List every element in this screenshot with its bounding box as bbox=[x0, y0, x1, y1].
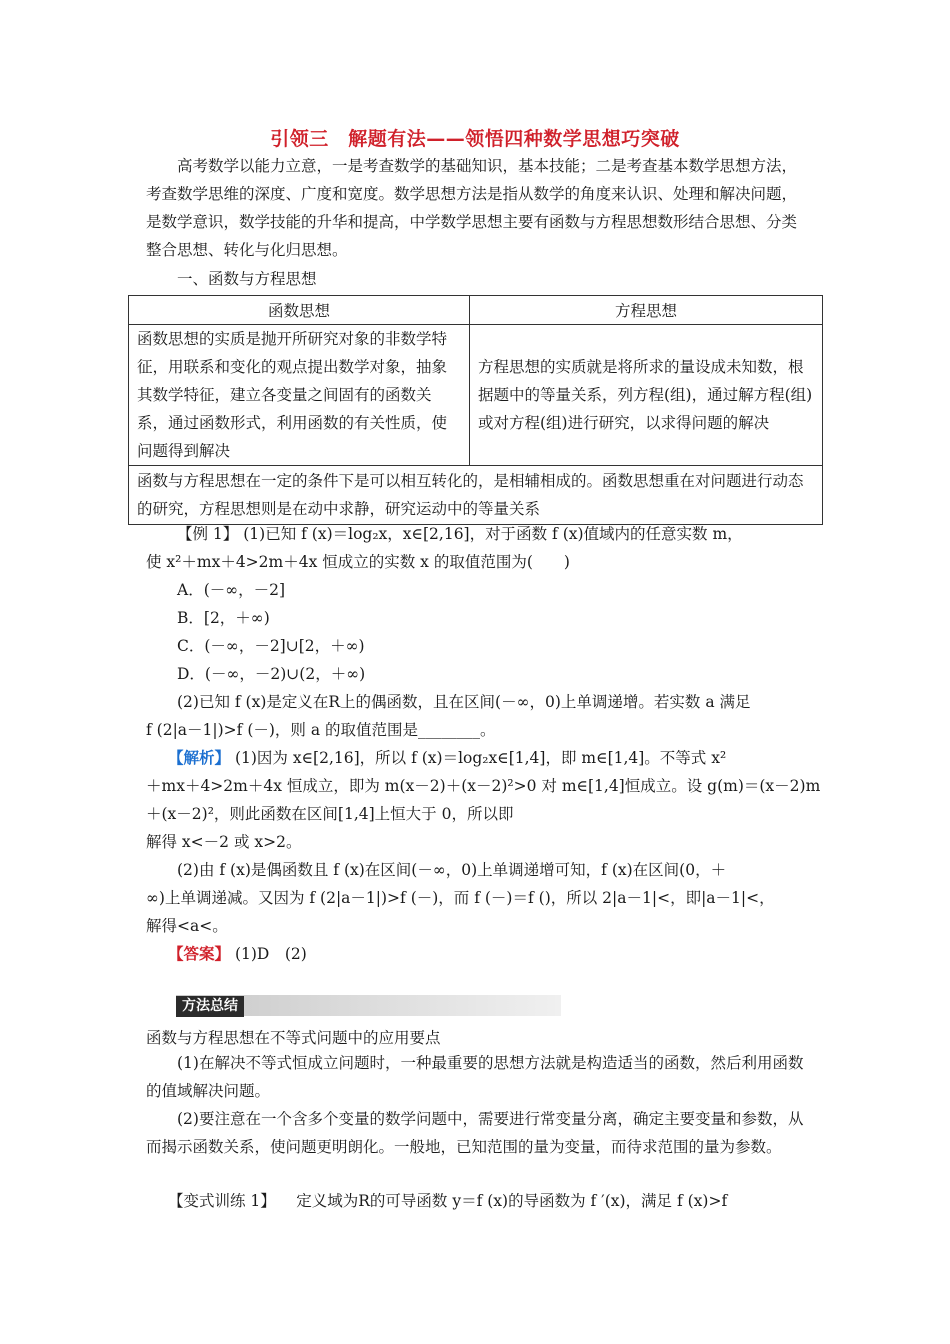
section-heading: 一、函数与方程思想 bbox=[177, 270, 317, 288]
table-header-equation: 方程思想 bbox=[470, 296, 823, 325]
answer-line bbox=[168, 942, 307, 964]
option-b: B．[2，＋∞) bbox=[177, 609, 270, 627]
answer-text: (1)D (2) bbox=[234, 945, 307, 963]
example-q2-line-2: f (2|a－1|)>f (－)，则 a 的取值范围是________。 bbox=[146, 721, 496, 739]
method-point-1: (1)在解决不等式恒成立问题时，一种最重要的思想方法就是构造适当的函数，然后利用函数的值域解决问题。 bbox=[146, 1054, 804, 1100]
method-summary-label: 方法总结 bbox=[176, 996, 244, 1017]
example-tag: 【例 1】 bbox=[177, 525, 239, 543]
option-d: D．(－∞，－2)∪(2，＋∞) bbox=[177, 665, 366, 683]
solution-line-7: 解得<a<。 bbox=[146, 917, 228, 935]
solution-line-6: ∞)上单调递减。又因为 f (2|a－1|)>f (－)，而 f (－)＝f ()，所以 2|a－1|<，即|a－1|<， bbox=[146, 889, 775, 907]
intro-paragraph: 高考数学以能力立意，一是考查数学的基础知识，基本技能；二是考查基本数学思想方法，考查数学思维的深度、广度和宽度。数学思想方法是指从数学的角度来认识、处理和解决问题，是数学意识，数学技能的升华和提高，中学数学思想主要有函数与方程思想数形结合思想、分类整合思想、转化与化归思想。 bbox=[146, 157, 798, 259]
comparison-table bbox=[128, 295, 823, 525]
solution-line-1 bbox=[168, 746, 726, 768]
function-thought-cell: 函数思想的实质是抛开所研究对象的非数学特征，用联系和变化的观点提出数学对象，抽象其数学特征，建立各变量之间固有的函数关系，通过函数形式，利用函数的有关性质，使问题得到解决 bbox=[129, 325, 470, 466]
variant-text: 定义域为R的可导函数 y＝f (x)的导函数为 f ′(x)，满足 f (x)>f bbox=[280, 1192, 728, 1210]
solution-text-1: (1)因为 x∈[2,16]，所以 f (x)＝log₂x∈[1,4]，即 m∈[1,4]。不等式 x² bbox=[234, 749, 727, 767]
example-q2-line-1: (2)已知 f (x)是定义在R上的偶函数，且在区间(－∞，0)上单调递增。若实数 a 满足 bbox=[177, 693, 751, 711]
solution-line-3: ＋(x－2)²，则此函数在区间[1,4]上恒大于 0，所以即 bbox=[146, 805, 514, 823]
solution-tag: 【解析】 bbox=[168, 749, 231, 767]
solution-line-5: (2)由 f (x)是偶函数且 f (x)在区间(－∞，0)上单调递增可知，f (x)在区间(0，＋ bbox=[177, 861, 727, 879]
solution-line-4: 解得 x<－2 或 x>2。 bbox=[146, 833, 302, 851]
option-c: C．(－∞，－2]∪[2，＋∞) bbox=[177, 637, 365, 655]
example-line-1 bbox=[177, 522, 743, 544]
method-point-2: (2)要注意在一个含多个变量的数学问题中，需要进行常变量分离，确定主要变量和参数，从而揭示函数关系，使问题更明朗化。一般地，已知范围的量为变量，而待求范围的量为参数。 bbox=[146, 1110, 804, 1156]
method-heading: 函数与方程思想在不等式问题中的应用要点 bbox=[146, 1029, 441, 1047]
answer-tag: 【答案】 bbox=[168, 945, 231, 963]
method-summary-banner bbox=[176, 995, 561, 1016]
table-header-function: 函数思想 bbox=[129, 296, 470, 325]
variant-line bbox=[168, 1189, 727, 1211]
page-title: 引领三 解题有法——领悟四种数学思想巧突破 bbox=[270, 128, 680, 150]
equation-thought-cell: 方程思想的实质就是将所求的量设成未知数，根据题中的等量关系，列方程(组)，通过解方程(组)或对方程(组)进行研究，以求得问题的解决 bbox=[470, 325, 823, 466]
solution-line-2: ＋mx＋4>2m＋4x 恒成立，即为 m(x－2)＋(x－2)²>0 对 m∈[1,4]恒成立。设 g(m)＝(x－2)m bbox=[146, 777, 821, 795]
option-a: A．(－∞，－2] bbox=[177, 581, 286, 599]
relation-cell: 函数与方程思想在一定的条件下是可以相互转化的，是相辅相成的。函数思想重在对问题进行动态的研究，方程思想则是在动中求静，研究运动中的等量关系 bbox=[129, 466, 823, 525]
variant-tag: 【变式训练 1】 bbox=[168, 1192, 276, 1210]
example-q1-line-2: 使 x²＋mx＋4>2m＋4x 恒成立的实数 x 的取值范围为( ) bbox=[146, 553, 570, 571]
example-q1-text: (1)已知 f (x)＝log₂x，x∈[2,16]，对于函数 f (x)值域内的任意实数 m， bbox=[243, 525, 743, 543]
